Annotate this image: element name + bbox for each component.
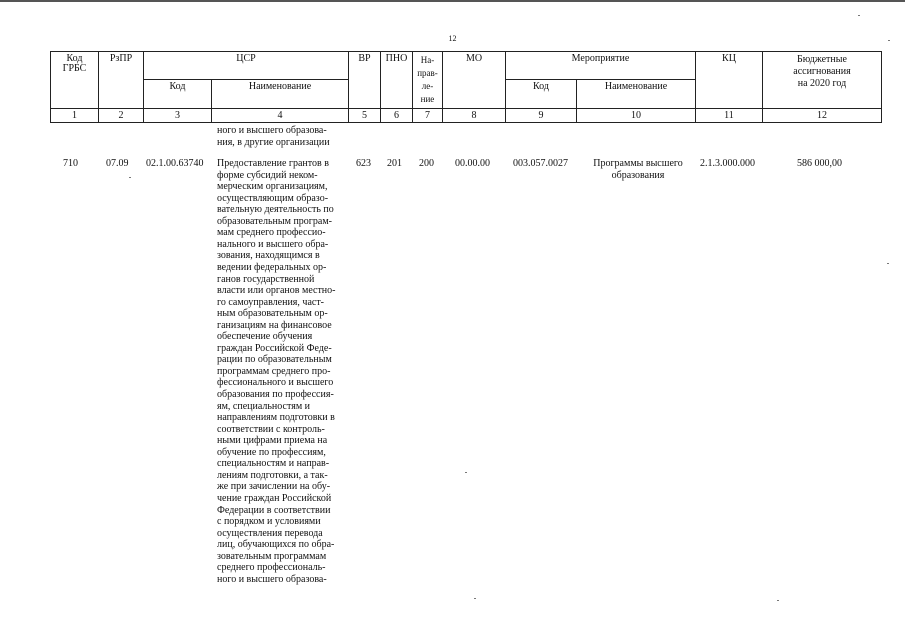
column-number: 1 bbox=[72, 111, 77, 121]
description-line: обеспечение обучения bbox=[217, 331, 313, 343]
scan-speck bbox=[858, 15, 860, 16]
header-event-name: Наименование bbox=[604, 82, 668, 92]
cell-mo: 00.00.00 bbox=[455, 158, 490, 169]
scan-speck bbox=[777, 600, 779, 601]
column-number: 11 bbox=[724, 111, 734, 121]
description-line: мам среднего профессио- bbox=[217, 227, 326, 239]
description-line: власти или органов местно- bbox=[217, 285, 336, 297]
header-csr-kod: Код bbox=[169, 82, 186, 92]
scan-speck bbox=[465, 472, 467, 473]
description-line: среднего профессиональ- bbox=[217, 562, 326, 574]
description-line: фессионального и высшего bbox=[217, 377, 334, 389]
description-line: ям, специальностям и bbox=[217, 400, 310, 412]
description-line: Предоставление грантов в bbox=[217, 158, 329, 169]
column-number: 10 bbox=[631, 111, 641, 121]
header-top-rule bbox=[50, 51, 882, 52]
top-border-line bbox=[0, 0, 905, 2]
description-line: ганизациям на финансовое bbox=[217, 319, 332, 331]
description-line: лениям подготовки, а так- bbox=[217, 469, 328, 481]
header-bottom-rule bbox=[50, 122, 882, 123]
header-csr: ЦСР bbox=[236, 54, 256, 64]
description-line: программам среднего про- bbox=[217, 365, 331, 377]
description-line: вательную деятельность по bbox=[217, 204, 334, 216]
header-budget: Бюджетные ассигнования на 2020 год bbox=[793, 54, 851, 89]
description-line: ным образовательным ор- bbox=[217, 308, 328, 320]
description-line: лиц, обучающихся по обра- bbox=[217, 539, 335, 551]
page-number: 12 bbox=[448, 34, 457, 43]
description-line: рации по образовательным bbox=[217, 354, 332, 366]
description-line: Федерации в соответствии bbox=[217, 504, 331, 516]
scan-speck bbox=[887, 263, 889, 264]
description-line: специальностям и направ- bbox=[217, 458, 330, 470]
description-line: ведении федеральных ор- bbox=[217, 261, 327, 273]
cell-rzpr: 07.09 bbox=[106, 158, 129, 169]
column-number: 2 bbox=[118, 111, 124, 121]
description-line: осуществляющим образо- bbox=[217, 192, 329, 204]
description-line: ганов государственной bbox=[217, 273, 315, 285]
column-number: 7 bbox=[425, 111, 430, 121]
description-line: же при зачислении на обу- bbox=[217, 481, 331, 493]
column-number: 6 bbox=[394, 111, 399, 121]
description-line: направлениям подготовки в bbox=[217, 412, 335, 424]
header-mo: МО bbox=[465, 54, 483, 64]
description-line: зовательным программам bbox=[217, 550, 327, 562]
event-subheader-rule bbox=[505, 79, 695, 80]
header-pno: ПНО bbox=[385, 54, 408, 64]
description-line: нального и высшего обра- bbox=[217, 238, 329, 250]
cell-csr-code: 02.1.00.63740 bbox=[146, 158, 204, 169]
description-line: образования по профессия- bbox=[217, 389, 334, 400]
header-meropriyatie: Мероприятие bbox=[571, 54, 630, 64]
description-line: мерческим организациям, bbox=[217, 181, 328, 193]
header-mid-rule bbox=[50, 108, 882, 109]
header-kc: КЦ bbox=[722, 54, 736, 64]
description-line: образовательным програм- bbox=[217, 215, 332, 227]
scan-speck bbox=[474, 598, 476, 599]
column-number: 3 bbox=[175, 111, 180, 121]
column-number: 5 bbox=[362, 111, 367, 121]
column-number: 9 bbox=[538, 111, 544, 121]
cell-pno: 201 bbox=[387, 158, 402, 169]
column-number: 12 bbox=[817, 111, 827, 121]
continuation-line: ного и высшего образова- bbox=[217, 125, 327, 136]
description-line: обучение по профессиям, bbox=[217, 446, 326, 458]
cell-amount: 586 000,00 bbox=[797, 158, 842, 169]
scan-speck bbox=[888, 40, 890, 41]
cell-event-name: Программы высшего образования bbox=[593, 158, 683, 181]
description-line: осуществления перевода bbox=[217, 527, 323, 539]
cell-grbs: 710 bbox=[63, 158, 78, 169]
col-border bbox=[881, 51, 882, 123]
description-line: ными цифрами приема на bbox=[217, 435, 328, 447]
description-line: чение граждан Российской bbox=[217, 492, 332, 504]
description-line: с порядком и условиями bbox=[217, 516, 321, 528]
csr-subheader-rule bbox=[143, 79, 348, 80]
cell-napravlenie: 200 bbox=[419, 158, 434, 169]
scan-speck bbox=[129, 177, 131, 178]
description-line: ного и высшего образова- bbox=[217, 573, 327, 585]
cell-vr: 623 bbox=[356, 158, 371, 169]
table-header bbox=[50, 51, 882, 123]
description-line: го самоуправления, част- bbox=[217, 296, 325, 308]
header-napravlenie: На- прав- ле- ние bbox=[417, 55, 438, 104]
column-number: 4 bbox=[277, 111, 283, 121]
continuation-line: ния, в другие организации bbox=[217, 137, 330, 148]
description-line: зования, находящимся в bbox=[217, 250, 320, 262]
header-rzpr: РзПР bbox=[109, 54, 133, 64]
header-vr: ВР bbox=[358, 54, 371, 64]
description-line: соответствии с контроль- bbox=[217, 423, 325, 435]
column-number: 8 bbox=[471, 111, 477, 121]
description-line: форме субсидий неком- bbox=[217, 169, 318, 181]
header-kod-grbs: Код ГРБС bbox=[62, 54, 87, 74]
cell-kc: 2.1.3.000.000 bbox=[700, 158, 755, 169]
description-line: граждан Российской Феде- bbox=[217, 342, 332, 354]
cell-event-code: 003.057.0027 bbox=[513, 158, 568, 169]
header-csr-name: Наименование bbox=[248, 82, 312, 92]
header-event-kod: Код bbox=[533, 82, 549, 92]
